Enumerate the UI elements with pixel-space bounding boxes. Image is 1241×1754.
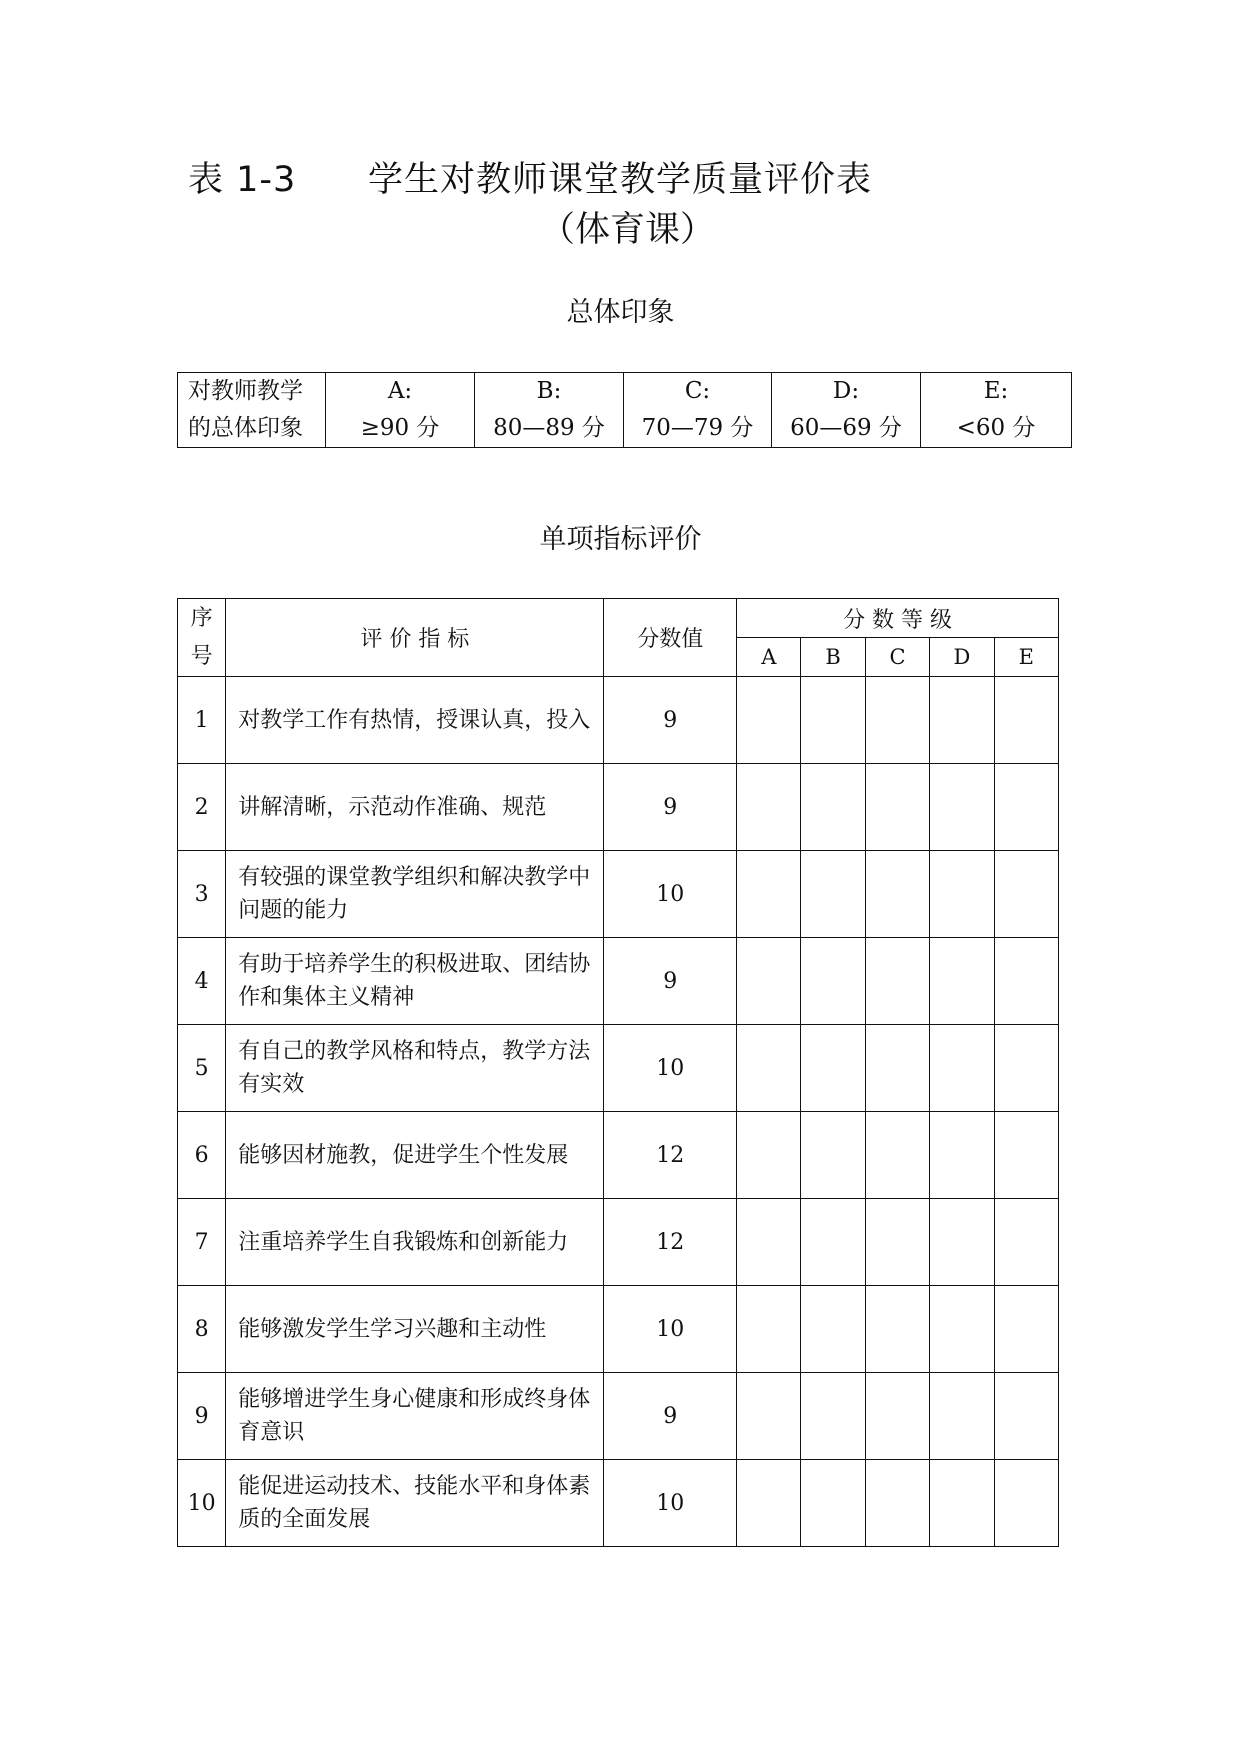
grade-c-checkbox[interactable] bbox=[865, 764, 929, 851]
grade-d-checkbox[interactable] bbox=[930, 1286, 994, 1373]
grade-b-checkbox[interactable] bbox=[801, 677, 865, 764]
row-score: 12 bbox=[604, 1199, 737, 1286]
table-number: 表 1-3 bbox=[188, 160, 297, 200]
row-indicator: 能够增进学生身心健康和形成终身体育意识 bbox=[226, 1373, 604, 1460]
row-index: 2 bbox=[178, 764, 226, 851]
index-header-line1: 序 bbox=[190, 605, 213, 631]
grade-b-checkbox[interactable] bbox=[801, 851, 865, 938]
page-subtitle: （体育课） bbox=[540, 210, 716, 250]
grade-col-b: B bbox=[801, 638, 865, 677]
row-index: 8 bbox=[178, 1286, 226, 1373]
items-heading: 单项指标评价 bbox=[539, 524, 702, 555]
row-indicator: 有助于培养学生的积极进取、团结协作和集体主义精神 bbox=[226, 938, 604, 1025]
grade-d-checkbox[interactable] bbox=[930, 938, 994, 1025]
row-index: 1 bbox=[178, 677, 226, 764]
row-score: 9 bbox=[604, 764, 737, 851]
row-index: 7 bbox=[178, 1199, 226, 1286]
grade-c-cell[interactable] bbox=[624, 373, 772, 448]
table-row bbox=[178, 677, 1059, 764]
table-row bbox=[178, 938, 1059, 1025]
row-score: 12 bbox=[604, 1112, 737, 1199]
grade-b-checkbox[interactable] bbox=[801, 1460, 865, 1547]
grade-b-checkbox[interactable] bbox=[801, 1112, 865, 1199]
grade-c-checkbox[interactable] bbox=[865, 1025, 929, 1112]
grade-range: 70—79 分 bbox=[641, 415, 754, 441]
grade-a-checkbox[interactable] bbox=[737, 938, 801, 1025]
row-score: 9 bbox=[604, 938, 737, 1025]
score-header: 分数值 bbox=[604, 599, 737, 677]
grade-a-checkbox[interactable] bbox=[737, 1373, 801, 1460]
row-indicator: 对教学工作有热情，授课认真，投入 bbox=[226, 677, 604, 764]
table-row bbox=[178, 1025, 1059, 1112]
grade-e-checkbox[interactable] bbox=[994, 764, 1058, 851]
row-score: 10 bbox=[604, 1025, 737, 1112]
grade-a-checkbox[interactable] bbox=[737, 1460, 801, 1547]
grade-e-checkbox[interactable] bbox=[994, 677, 1058, 764]
grade-a-checkbox[interactable] bbox=[737, 1199, 801, 1286]
grade-e-checkbox[interactable] bbox=[994, 1286, 1058, 1373]
grade-c-checkbox[interactable] bbox=[865, 1112, 929, 1199]
grade-letter: B: bbox=[536, 378, 562, 404]
overall-heading: 总体印象 bbox=[566, 297, 675, 328]
row-indicator: 讲解清晰，示范动作准确、规范 bbox=[226, 764, 604, 851]
grade-col-e: E bbox=[994, 638, 1058, 677]
table-row bbox=[178, 1112, 1059, 1199]
grade-e-checkbox[interactable] bbox=[994, 851, 1058, 938]
grade-e-checkbox[interactable] bbox=[994, 1460, 1058, 1547]
grade-b-checkbox[interactable] bbox=[801, 1373, 865, 1460]
grade-a-checkbox[interactable] bbox=[737, 764, 801, 851]
table-row bbox=[178, 1460, 1059, 1547]
grade-letter: D: bbox=[832, 378, 860, 404]
table-row bbox=[178, 1286, 1059, 1373]
grade-d-checkbox[interactable] bbox=[930, 1112, 994, 1199]
grade-d-checkbox[interactable] bbox=[930, 851, 994, 938]
grade-d-checkbox[interactable] bbox=[930, 1373, 994, 1460]
row-indicator: 注重培养学生自我锻炼和创新能力 bbox=[226, 1199, 604, 1286]
grade-col-d: D bbox=[930, 638, 994, 677]
row-index: 10 bbox=[178, 1460, 226, 1547]
grade-letter: E: bbox=[983, 378, 1009, 404]
row-index: 4 bbox=[178, 938, 226, 1025]
grade-c-checkbox[interactable] bbox=[865, 851, 929, 938]
grade-e-checkbox[interactable] bbox=[994, 1199, 1058, 1286]
grade-letter: C: bbox=[684, 378, 711, 404]
grade-a-checkbox[interactable] bbox=[737, 677, 801, 764]
title-text: 学生对教师课堂教学质量评价表 bbox=[368, 160, 873, 200]
grade-c-checkbox[interactable] bbox=[865, 938, 929, 1025]
indicator-header: 评 价 指 标 bbox=[226, 599, 604, 677]
grade-e-cell[interactable] bbox=[921, 373, 1072, 448]
grade-b-checkbox[interactable] bbox=[801, 1025, 865, 1112]
grade-d-checkbox[interactable] bbox=[930, 1199, 994, 1286]
row-index: 9 bbox=[178, 1373, 226, 1460]
row-score: 9 bbox=[604, 1373, 737, 1460]
row-score: 10 bbox=[604, 851, 737, 938]
grade-col-c: C bbox=[865, 638, 929, 677]
grade-e-checkbox[interactable] bbox=[994, 1025, 1058, 1112]
grade-b-checkbox[interactable] bbox=[801, 938, 865, 1025]
grade-a-checkbox[interactable] bbox=[737, 1025, 801, 1112]
overall-label-cell bbox=[178, 373, 326, 448]
grade-c-checkbox[interactable] bbox=[865, 1460, 929, 1547]
grade-c-checkbox[interactable] bbox=[865, 1373, 929, 1460]
grade-c-checkbox[interactable] bbox=[865, 677, 929, 764]
index-header-line2: 号 bbox=[190, 643, 213, 669]
grade-letter: A: bbox=[387, 378, 413, 404]
grade-range: ≥90 分 bbox=[360, 415, 440, 441]
grade-b-checkbox[interactable] bbox=[801, 1286, 865, 1373]
grade-b-cell[interactable] bbox=[475, 373, 624, 448]
index-header bbox=[178, 599, 226, 677]
row-indicator: 有自己的教学风格和特点，教学方法有实效 bbox=[226, 1025, 604, 1112]
grade-col-a: A bbox=[737, 638, 801, 677]
grade-a-checkbox[interactable] bbox=[737, 1286, 801, 1373]
grade-e-checkbox[interactable] bbox=[994, 1112, 1058, 1199]
table-row bbox=[178, 851, 1059, 938]
grade-a-checkbox[interactable] bbox=[737, 1112, 801, 1199]
grade-a-checkbox[interactable] bbox=[737, 851, 801, 938]
overall-impression-table bbox=[177, 372, 1072, 448]
row-score: 10 bbox=[604, 1286, 737, 1373]
grade-a-cell[interactable] bbox=[326, 373, 475, 448]
row-indicator: 有较强的课堂教学组织和解决教学中问题的能力 bbox=[226, 851, 604, 938]
item-evaluation-table bbox=[177, 598, 1059, 1547]
grade-range: <60 分 bbox=[956, 415, 1036, 441]
table-row bbox=[178, 1199, 1059, 1286]
grade-range: 60—69 分 bbox=[790, 415, 902, 441]
table-row bbox=[178, 764, 1059, 851]
grade-d-checkbox[interactable] bbox=[930, 1460, 994, 1547]
overall-label-line1: 对教师教学 bbox=[188, 378, 303, 404]
table-row bbox=[178, 1373, 1059, 1460]
item-rows bbox=[178, 677, 1059, 1547]
grade-group-header: 分 数 等 级 bbox=[737, 599, 1059, 638]
row-indicator: 能促进运动技术、技能水平和身体素质的全面发展 bbox=[226, 1460, 604, 1547]
overall-label-line2: 的总体印象 bbox=[188, 415, 303, 441]
grade-e-checkbox[interactable] bbox=[994, 938, 1058, 1025]
grade-c-checkbox[interactable] bbox=[865, 1286, 929, 1373]
row-score: 10 bbox=[604, 1460, 737, 1547]
grade-e-checkbox[interactable] bbox=[994, 1373, 1058, 1460]
grade-range: 80—89 分 bbox=[493, 415, 605, 441]
page-title bbox=[188, 152, 872, 202]
row-indicator: 能够激发学生学习兴趣和主动性 bbox=[226, 1286, 604, 1373]
grade-d-checkbox[interactable] bbox=[930, 1025, 994, 1112]
grade-d-cell[interactable] bbox=[772, 373, 921, 448]
row-index: 3 bbox=[178, 851, 226, 938]
row-index: 6 bbox=[178, 1112, 226, 1199]
row-score: 9 bbox=[604, 677, 737, 764]
row-index: 5 bbox=[178, 1025, 226, 1112]
row-indicator: 能够因材施教，促进学生个性发展 bbox=[226, 1112, 604, 1199]
grade-d-checkbox[interactable] bbox=[930, 677, 994, 764]
grade-b-checkbox[interactable] bbox=[801, 764, 865, 851]
grade-c-checkbox[interactable] bbox=[865, 1199, 929, 1286]
grade-d-checkbox[interactable] bbox=[930, 764, 994, 851]
grade-b-checkbox[interactable] bbox=[801, 1199, 865, 1286]
